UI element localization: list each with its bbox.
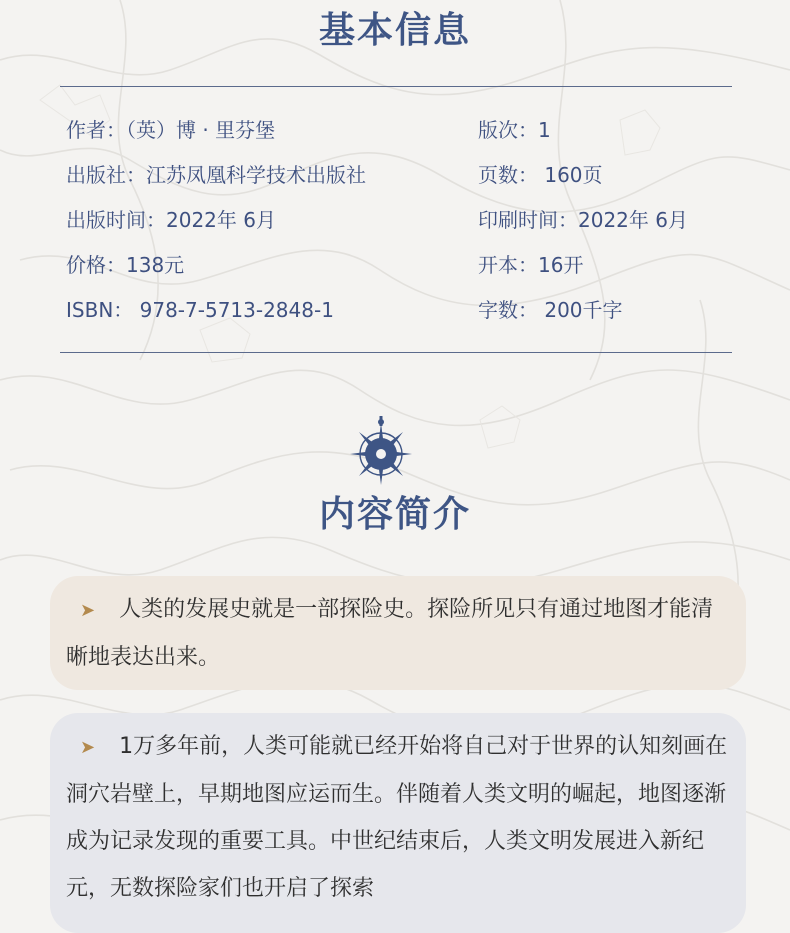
summary-paragraph-2: 1万多年前，人类可能就已经开始将自己对于世界的认知刻画在洞穴岩壁上，早期地图应运而生。伴随着人类文明的崛起，地图逐渐成为记录发现的重要工具。中世纪结束后，人类文明发展进入新纪元，无数探险家们也开启了探索 — [66, 734, 728, 901]
edition-field: 版次：1 — [478, 118, 551, 142]
compass-rose-icon — [346, 414, 416, 490]
pub-date-field: 出版时间：2022年 6月 — [66, 208, 276, 232]
print-date-field: 印刷时间：2022年 6月 — [478, 208, 688, 232]
format-field: 开本：16开 — [478, 253, 584, 277]
basic-info-title: 基本信息 — [318, 10, 471, 51]
price-field: 价格：138元 — [66, 253, 185, 277]
author-field: 作者：（英）博 · 里芬堡 — [66, 118, 276, 142]
summary-title: 内容简介 — [318, 494, 471, 535]
top-divider — [60, 86, 732, 87]
summary-card-2 — [50, 713, 746, 933]
word-count-field: 字数： 200千字 — [478, 298, 623, 322]
summary-card-1 — [50, 576, 746, 690]
isbn-field: ISBN： 978-7-5713-2848-1 — [66, 298, 334, 322]
summary-paragraph-1: 人类的发展史就是一部探险史。探险所见只有通过地图才能清晰地表达出来。 — [66, 597, 714, 670]
arrow-right-icon: ➤ — [80, 600, 96, 621]
pages-field: 页数： 160页 — [478, 163, 603, 187]
arrow-right-icon: ➤ — [80, 737, 96, 758]
bottom-divider — [60, 352, 732, 353]
publisher-field: 出版社：江苏凤凰科学技术出版社 — [66, 163, 366, 187]
